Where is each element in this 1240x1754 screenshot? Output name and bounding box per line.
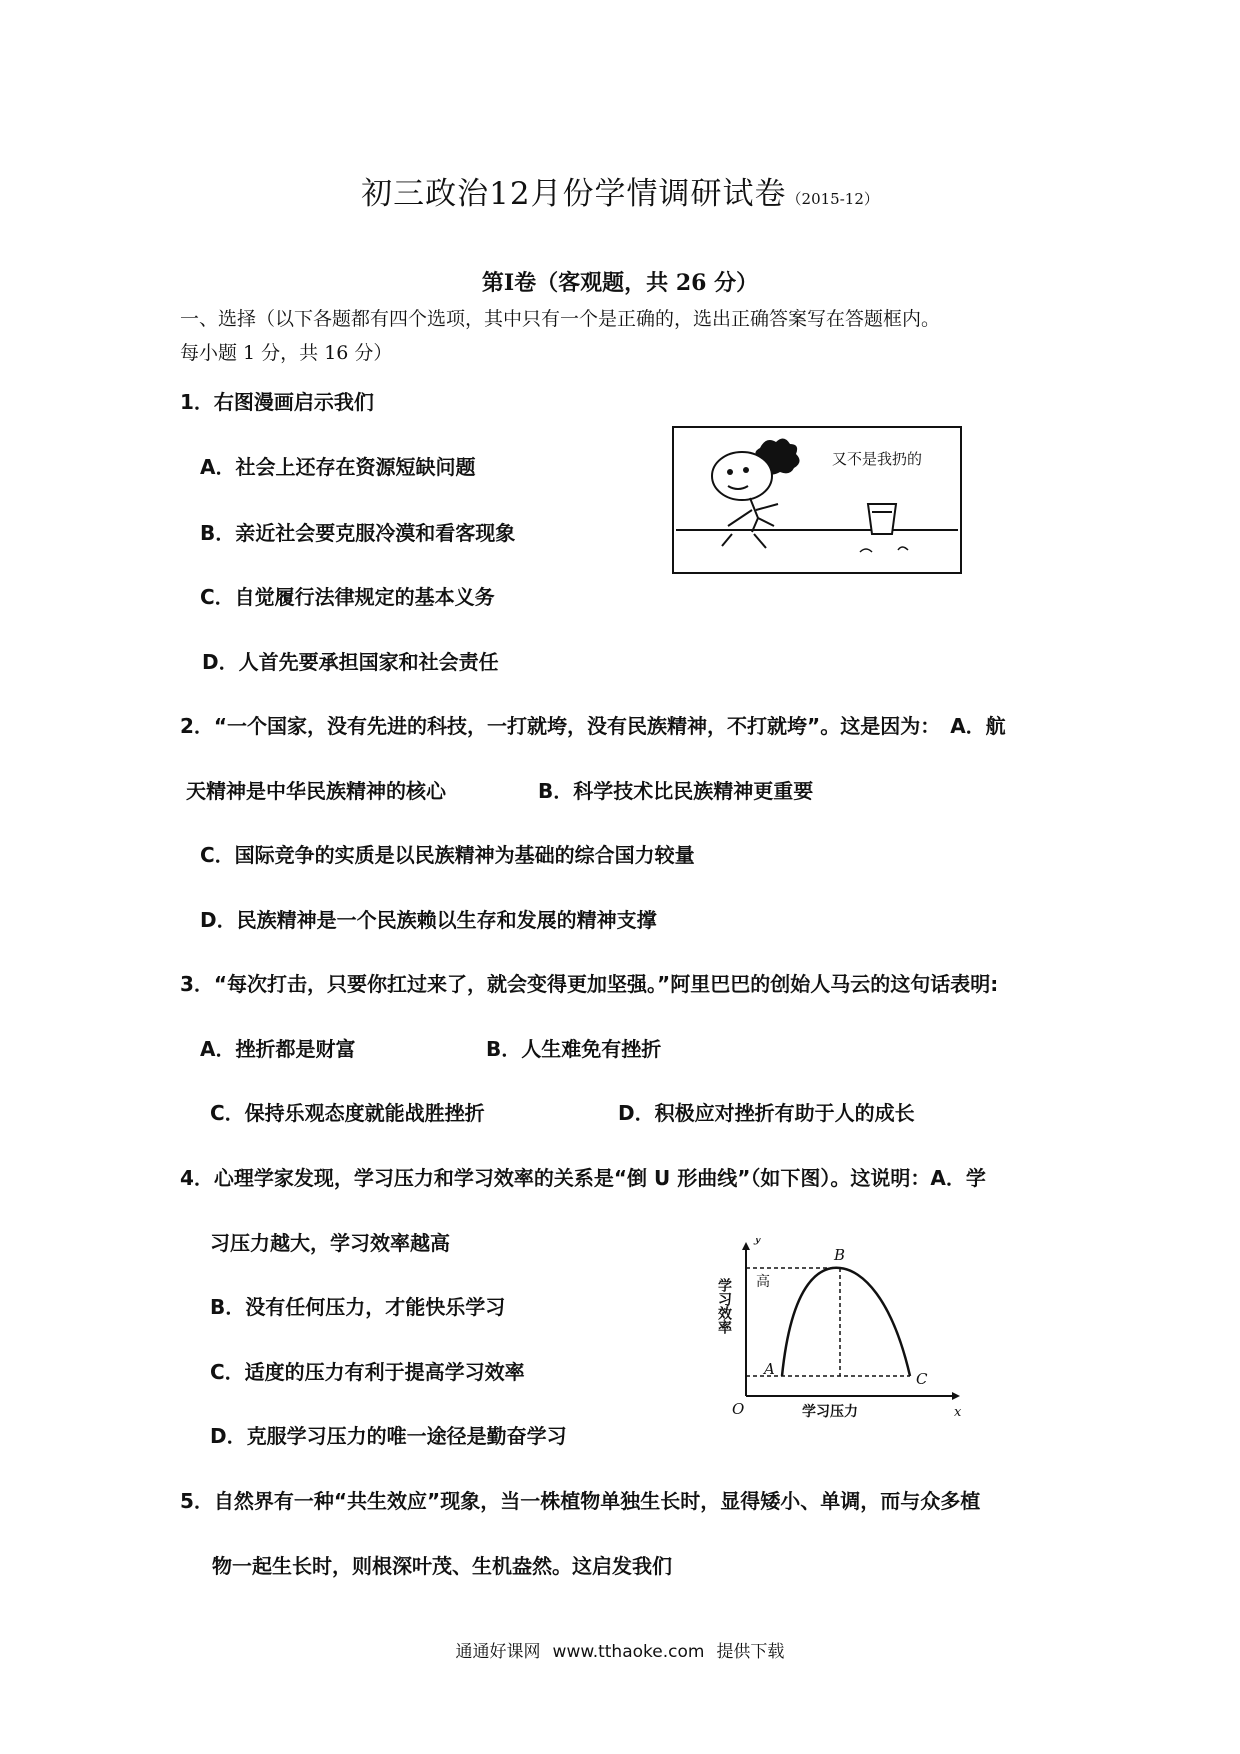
question-1-stem: 1．右图漫画启示我们 (180, 390, 374, 414)
question-2-stem: 2．“一个国家，没有先进的科技，一打就垮，没有民族精神，不打就垮”。这是因为： A．航 (180, 714, 1006, 738)
y-axis-letter: y (754, 1238, 762, 1246)
instruction-line-1: 一、选择（以下各题都有四个选项，其中只有一个是正确的，选出正确答案写在答题框内。 (180, 308, 941, 330)
question-3-stem: 3．“每次打击，只要你扛过来了，就会变得更加坚强。”阿里巴巴的创始人马云的这句话表明: (180, 972, 999, 996)
high-label: 高 (756, 1274, 770, 1290)
inverted-u-curve (782, 1268, 910, 1376)
question-2-option-b: B．科学技术比民族精神更重要 (538, 779, 814, 803)
title-text: 初三政治12月份学情调研试卷 (361, 176, 787, 212)
cartoon-figure (672, 426, 962, 574)
footer (0, 1637, 1240, 1662)
question-4-option-b: B．没有任何压力，才能快乐学习 (210, 1295, 506, 1319)
origin-label: O (732, 1400, 745, 1418)
question-1-option-b: B．亲近社会要克服冷漠和看客现象 (200, 521, 516, 545)
page-title (0, 168, 1240, 213)
footer-note: 提供下载 (716, 1642, 785, 1662)
question-3-option-d: D．积极应对挫折有助于人的成长 (618, 1101, 915, 1125)
question-4-option-d: D．克服学习压力的唯一途径是勤奋学习 (210, 1424, 567, 1448)
y-axis-label: 学习效率 (716, 1278, 732, 1334)
question-3-option-a: A．挫折都是财富 (200, 1037, 356, 1061)
question-2-option-a-cont: 天精神是中华民族精神的核心 (186, 779, 446, 803)
question-1-option-d: D．人首先要承担国家和社会责任 (202, 650, 499, 674)
cartoon-caption: 又不是我扔的 (832, 450, 923, 468)
question-3-option-b: B．人生难免有挫折 (486, 1037, 662, 1061)
point-a-label: A (764, 1360, 775, 1378)
question-3-option-c: C．保持乐观态度就能战胜挫折 (210, 1101, 485, 1125)
question-4-option-c: C．适度的压力有利于提高学习效率 (210, 1360, 525, 1384)
graph-drawing (712, 1238, 962, 1423)
x-axis-label: 学习压力 (802, 1404, 858, 1420)
question-4-option-a-cont: 习压力越大，学习效率越高 (210, 1231, 450, 1255)
question-4-stem: 4．心理学家发现，学习压力和学习效率的关系是“倒 U 形曲线”（如下图）。这说明：A．学 (180, 1166, 986, 1190)
cartoon-drawing (672, 426, 962, 574)
question-2-option-d: D．民族精神是一个民族赖以生存和发展的精神支撑 (200, 908, 657, 932)
title-date: （2015-12） (786, 190, 879, 208)
x-axis-letter: x (954, 1405, 962, 1420)
section-heading: 第Ⅰ卷（客观题，共 26 分） (481, 270, 759, 296)
question-2-option-c: C．国际竞争的实质是以民族精神为基础的综合国力较量 (200, 843, 695, 867)
footer-site: 通通好课网 (455, 1642, 541, 1662)
question-1-option-a: A．社会上还存在资源短缺问题 (200, 455, 476, 479)
question-5-stem: 5．自然界有一种“共生效应”现象，当一株植物单独生长时，显得矮小、单调，而与众多植 (180, 1489, 981, 1513)
point-c-label: C (916, 1370, 928, 1388)
point-b-label: B (834, 1246, 846, 1264)
instruction-line-2: 每小题 1 分，共 16 分） (180, 342, 393, 364)
question-1-option-c: C．自觉履行法律规定的基本义务 (200, 585, 495, 609)
question-5-stem-cont: 物一起生长时，则根深叶茂、生机盎然。这启发我们 (212, 1554, 672, 1578)
inverted-u-graph (712, 1238, 962, 1423)
footer-url[interactable]: www.tthaoke.com (552, 1642, 705, 1662)
